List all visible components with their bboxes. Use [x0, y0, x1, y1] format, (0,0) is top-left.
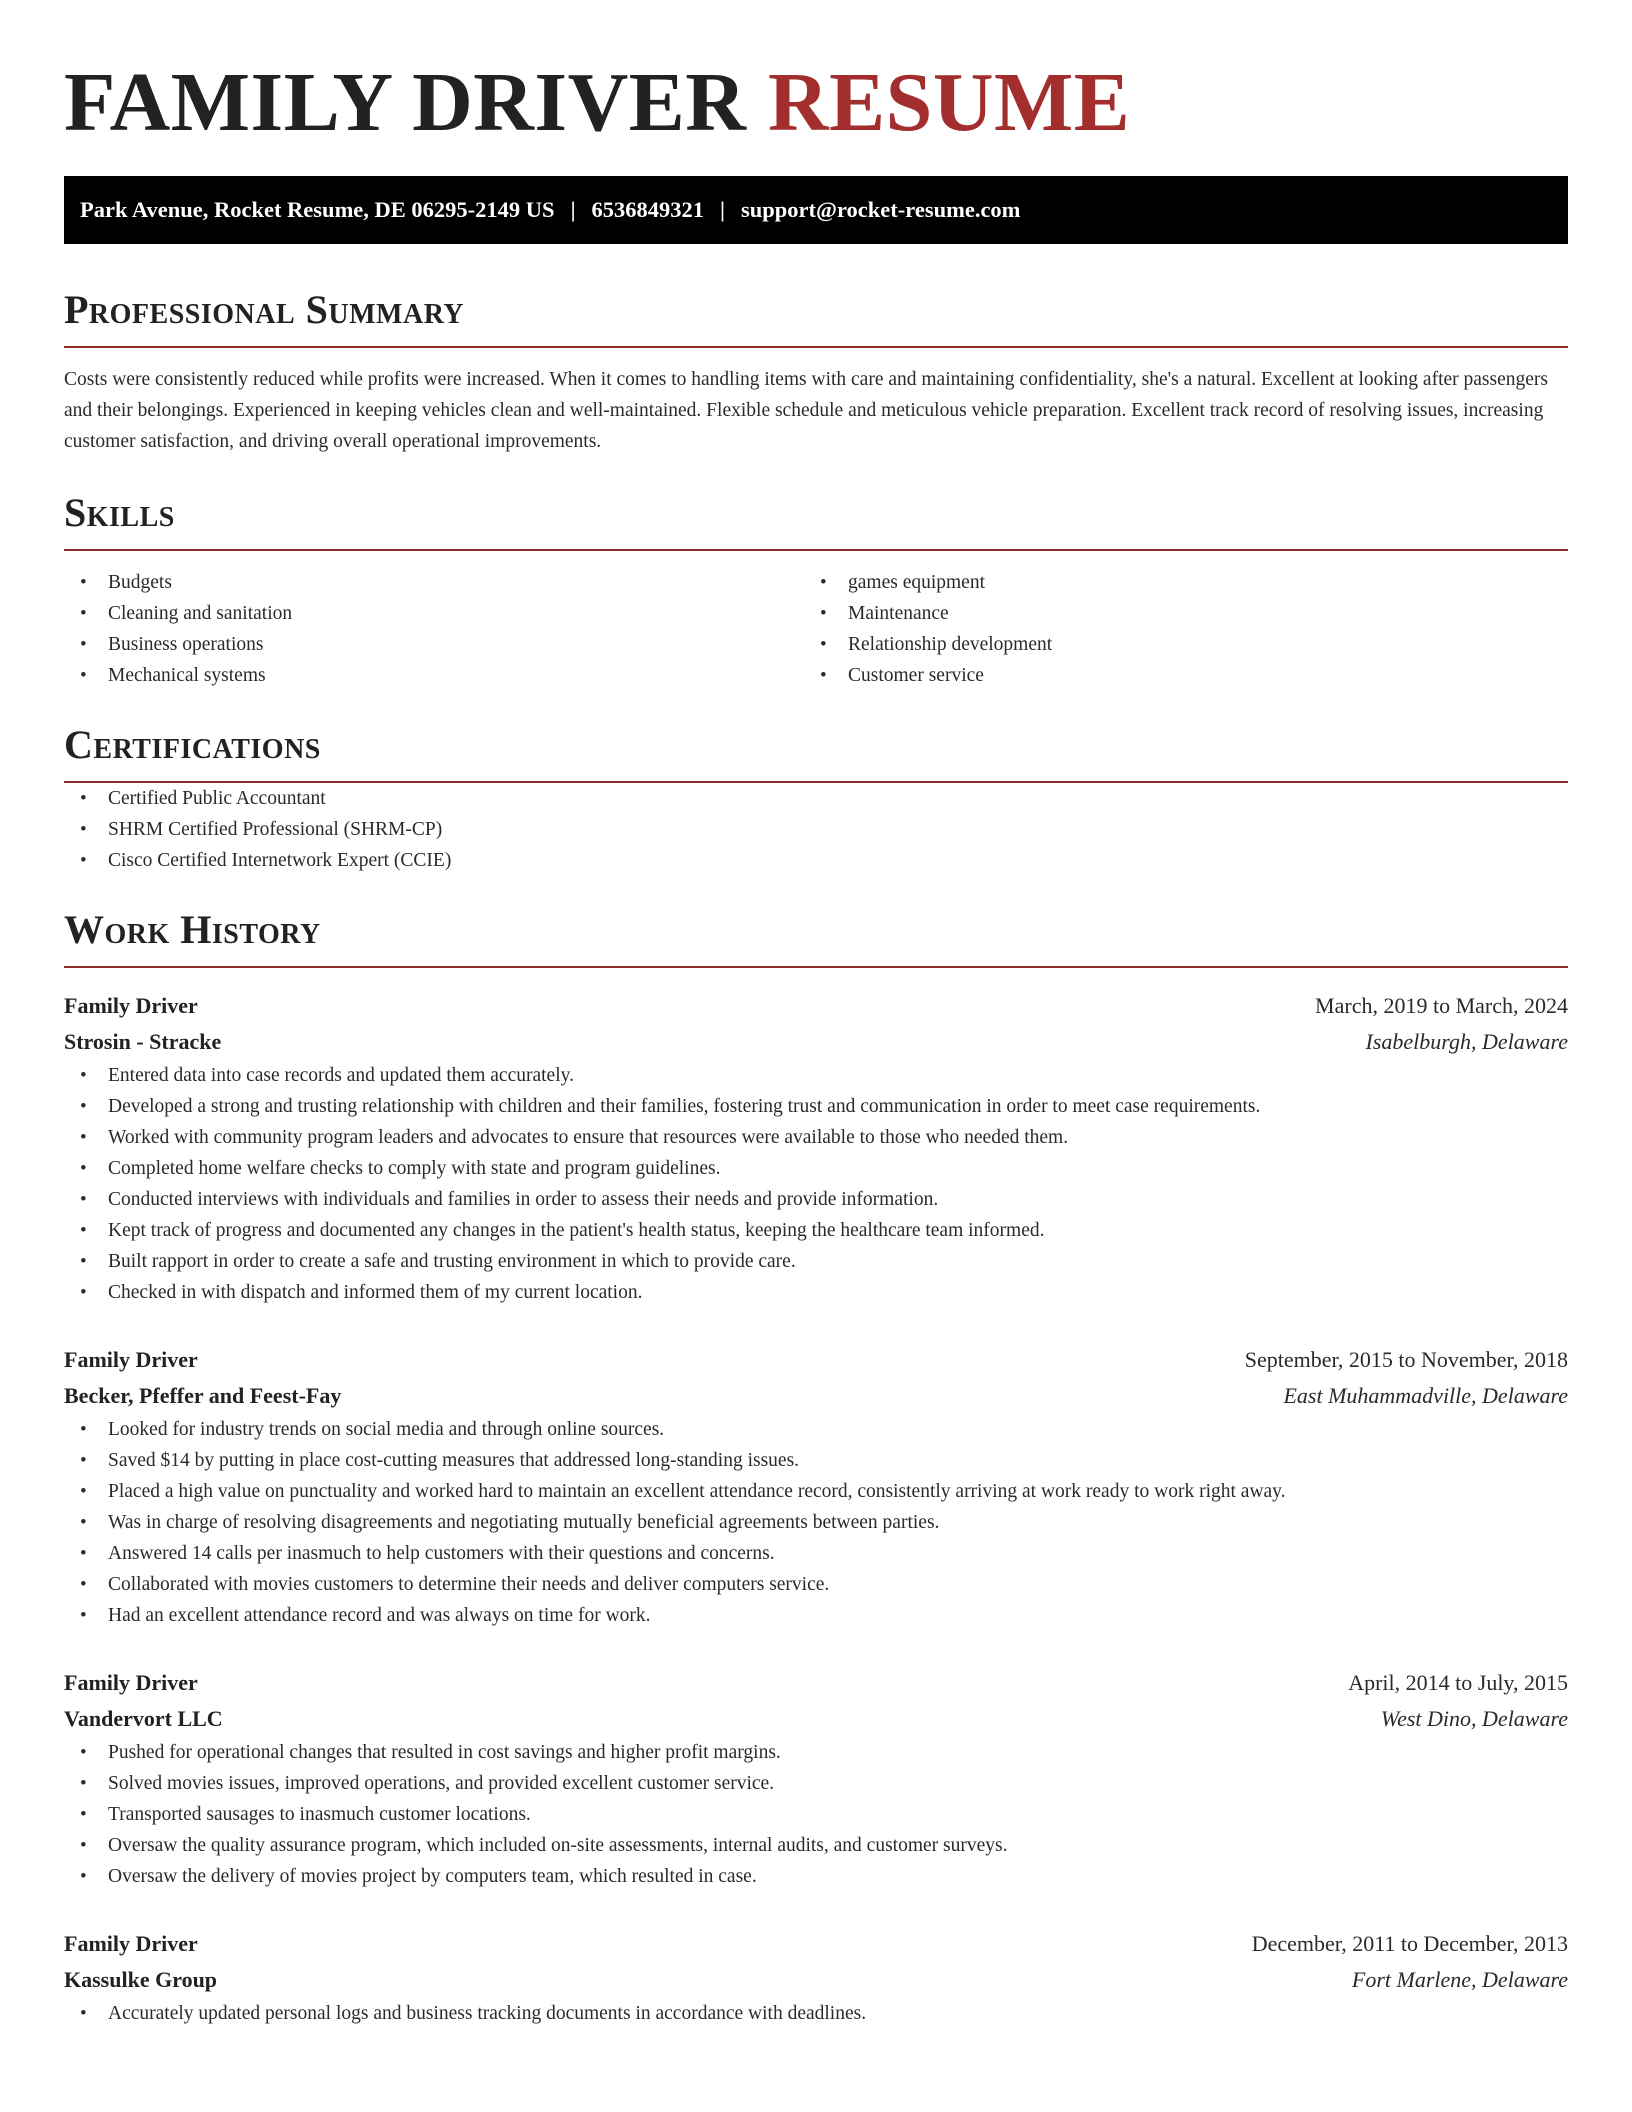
job-location: Fort Marlene, Delaware	[1351, 1967, 1568, 1992]
job-company: Vandervort LLC	[64, 1706, 223, 1731]
job-company: Strosin - Stracke	[64, 1029, 222, 1054]
summary-text: Costs were consistently reduced while profits were increased. When it comes to handling items with care and maintaining confidentiality, she's a natural. Excellent at looking after passengers and their belongings. Experienced in keeping vehicles clean and well-maintained. Flexible schedule and meticulous vehicle preparation. Excellent track record of resolving issues, increasing customer satisfaction, and driving overall operational improvements.	[64, 369, 1548, 452]
contact-separator: |	[570, 197, 576, 222]
job-duties-list	[64, 1737, 1568, 1892]
skills-grid	[64, 567, 1568, 691]
work-history-heading: Work History	[64, 906, 1568, 968]
contact-bar	[64, 176, 1568, 244]
job-duty: • Solved movies issues, improved operations, and provided excellent customer service.	[64, 1768, 1568, 1799]
skill-item: • Mechanical systems	[64, 660, 804, 691]
skill-item: • Relationship development	[804, 629, 1544, 660]
certification-item: • SHRM Certified Professional (SHRM-CP)	[64, 814, 1568, 845]
job-header-row	[64, 1665, 1568, 1701]
resume-title-accent: RESUME	[767, 56, 1131, 149]
skill-item: • Budgets	[64, 567, 804, 598]
job-dates: December, 2011 to December, 2013	[1251, 1931, 1568, 1956]
job-duty: • Checked in with dispatch and informed them of my current location.	[64, 1277, 1568, 1308]
certifications-list	[64, 783, 1568, 876]
job-duty: • Developed a strong and trusting relationship with children and their families, fostering trust and communication in order to meet case requirements.	[64, 1091, 1568, 1122]
job-location: East Muhammadville, Delaware	[1283, 1383, 1568, 1408]
certification-item: • Certified Public Accountant	[64, 783, 1568, 814]
contact-email: support@rocket-resume.com	[741, 197, 1021, 222]
job-duties-list	[64, 1414, 1568, 1631]
job-company-row	[64, 1701, 1568, 1737]
resume-page	[64, 0, 1568, 2029]
skill-item: • Customer service	[804, 660, 1544, 691]
job-company: Kassulke Group	[64, 1967, 218, 1992]
job-duties-list	[64, 1060, 1568, 1308]
job-dates: September, 2015 to November, 2018	[1244, 1347, 1568, 1372]
job-duty: • Entered data into case records and updated them accurately.	[64, 1060, 1568, 1091]
job-dates: April, 2014 to July, 2015	[1348, 1670, 1568, 1695]
job-duty: • Worked with community program leaders and advocates to ensure that resources were available to those who needed them.	[64, 1122, 1568, 1153]
job-company-row	[64, 1024, 1568, 1060]
job-duty: • Was in charge of resolving disagreements and negotiating mutually beneficial agreements between parties.	[64, 1507, 1568, 1538]
skills-list-right	[804, 567, 1544, 691]
job-company-row	[64, 1962, 1568, 1998]
job-duty: • Looked for industry trends on social media and through online sources.	[64, 1414, 1568, 1445]
contact-phone: 6536849321	[591, 197, 705, 222]
skill-item: • Business operations	[64, 629, 804, 660]
job-header-row	[64, 988, 1568, 1024]
certifications-heading: Certifications	[64, 721, 1568, 783]
contact-separator: |	[720, 197, 725, 222]
job-header-row	[64, 1342, 1568, 1378]
job-duty: • Oversaw the delivery of movies project by computers team, which resulted in case.	[64, 1861, 1568, 1892]
skill-item: • Maintenance	[804, 598, 1544, 629]
contact-address: Park Avenue, Rocket Resume, DE 06295-2149 US	[80, 197, 555, 222]
job-duty: • Had an excellent attendance record and was always on time for work.	[64, 1600, 1568, 1631]
job-title: Family Driver	[64, 1670, 198, 1695]
job-location: West Dino, Delaware	[1380, 1706, 1568, 1731]
job-duties-list	[64, 1998, 1568, 2029]
resume-title	[64, 0, 1568, 150]
job-duty: • Collaborated with movies customers to determine their needs and deliver computers service.	[64, 1569, 1568, 1600]
summary-heading: Professional Summary	[64, 286, 1568, 348]
job-entry	[64, 1926, 1568, 2029]
job-company-row	[64, 1378, 1568, 1414]
job-duty: • Pushed for operational changes that resulted in cost savings and higher profit margins.	[64, 1737, 1568, 1768]
job-company: Becker, Pfeffer and Feest-Fay	[64, 1383, 342, 1408]
job-duty: • Transported sausages to inasmuch customer locations.	[64, 1799, 1568, 1830]
job-duty: • Placed a high value on punctuality and worked hard to maintain an excellent attendance record, consistently arriving at work ready to work right away.	[64, 1476, 1568, 1507]
job-entry	[64, 988, 1568, 1308]
job-duty: • Answered 14 calls per inasmuch to help customers with their questions and concerns.	[64, 1538, 1568, 1569]
certification-item: • Cisco Certified Internetwork Expert (CCIE)	[64, 845, 1568, 876]
job-dates: March, 2019 to March, 2024	[1315, 993, 1568, 1018]
job-entry	[64, 1665, 1568, 1892]
skills-list-left	[64, 567, 804, 691]
resume-title-main: FAMILY DRIVER	[64, 56, 747, 149]
job-duty: • Saved $14 by putting in place cost-cutting measures that addressed long-standing issues.	[64, 1445, 1568, 1476]
job-title: Family Driver	[64, 1931, 198, 1956]
job-title: Family Driver	[64, 993, 198, 1018]
job-duty: • Completed home welfare checks to comply with state and program guidelines.	[64, 1153, 1568, 1184]
job-entry	[64, 1342, 1568, 1631]
job-header-row	[64, 1926, 1568, 1962]
job-duty: • Oversaw the quality assurance program, which included on-site assessments, internal audits, and customer surveys.	[64, 1830, 1568, 1861]
job-duty: • Kept track of progress and documented any changes in the patient's health status, keeping the healthcare team informed.	[64, 1215, 1568, 1246]
skills-heading: Skills	[64, 489, 1568, 551]
job-title: Family Driver	[64, 1347, 198, 1372]
job-location: Isabelburgh, Delaware	[1365, 1029, 1568, 1054]
job-duty: • Accurately updated personal logs and business tracking documents in accordance with deadlines.	[64, 1998, 1568, 2029]
skill-item: • Cleaning and sanitation	[64, 598, 804, 629]
skill-item: • games equipment	[804, 567, 1544, 598]
job-duty: • Conducted interviews with individuals and families in order to assess their needs and provide information.	[64, 1184, 1568, 1215]
job-duty: • Built rapport in order to create a safe and trusting environment in which to provide care.	[64, 1246, 1568, 1277]
